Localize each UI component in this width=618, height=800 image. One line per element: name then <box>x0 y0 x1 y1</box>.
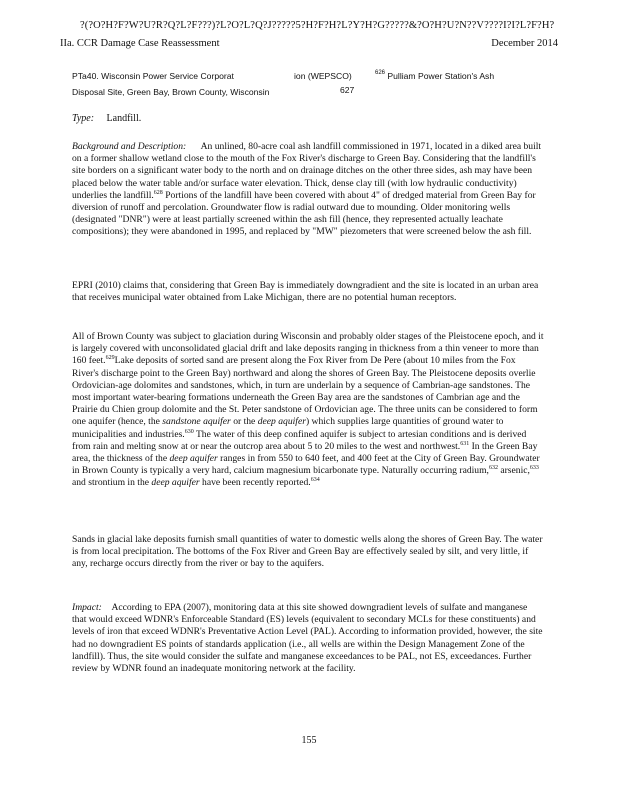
geology-italic: sandstone aquifer <box>162 416 231 428</box>
geology-text: ) which supplies large quantities of ground water to municipalities and industries. <box>72 416 504 440</box>
footnote-ref: 633 <box>529 465 539 472</box>
footnote-ref: 629 <box>105 355 115 362</box>
garbled-header-text: ?(?O?H?F?W?U?R?Q?L?F???)?L?O?L?Q?J?????5?H?F?H?L?Y?H?G?????&?O?H?U?N??V????I?I?L?F?H? <box>80 20 555 31</box>
geology-paragraph <box>72 331 544 490</box>
impact-text: According to EPA (2007), monitoring data at this site showed downgradient levels of sulfate and manganese that would exceed WDNR's Enforceable Standard (ES) levels (equivalent to secondary MCLs for these constituents) and levels of iron that exceed WDNR's Preventative Action Level (PAL). According to information provided, however, the site had no downgradient ES points of standards application (i.e., all wells are within the Design Management Zone of the landfill). Thus, the site would consider the sulfate and manganese exceedances to be PAL, not ES, exceedances. Further review by WDNR found an inadequate monitoring network at the facility. <box>72 602 543 675</box>
sands-paragraph: Sands in glacial lake deposits furnish small quantities of water to domestic wells along the shores of Green Bay. The water is from local precipitation. The bottoms of the Fox River and Green Bay are effectively sealed by silt, and very little, if any, recharge occurs directly from the river or bay to the aquifers. <box>72 534 543 570</box>
background-paragraph <box>72 141 544 239</box>
geology-italic: deep aquifer <box>169 453 218 465</box>
impact-paragraph <box>72 602 544 675</box>
header-date: December 2014 <box>491 38 558 49</box>
footnote-ref: 626 <box>375 70 386 76</box>
geology-text: arsenic, <box>497 465 530 477</box>
case-title-part4: Disposal Site, Green Bay, Brown County, Wisconsin <box>72 87 270 97</box>
case-title-part3 <box>375 70 494 82</box>
footnote-ref: 632 <box>488 465 498 472</box>
geology-text: or the <box>230 416 258 428</box>
case-title-part3-text: Pulliam Power Station's Ash <box>387 71 495 81</box>
case-title-part2: ion (WEPSCO) <box>294 71 352 81</box>
background-text-2: Portions of the landfill have been covered with about 4" of dredged material from Green Bay for diversion of runoff and percolation. Groundwater flow is radial outward due to mounding. Older monitoring wells (designated "DNR") were at least partially screened within the ash fill (hence, they represented actually leachate compositions); they were abandoned in 1995, and replaced by "MW" piezometers that were screened below the ash fill. <box>72 189 536 238</box>
footnote-ref: 630 <box>184 428 194 435</box>
geology-text: In the Green Bay area, the thickness of the <box>72 440 538 465</box>
geology-text: and strontium in the <box>72 477 152 489</box>
geology-text: have been recently reported. <box>199 477 311 489</box>
footnote-ref: 627 <box>340 85 355 95</box>
section-title: IIa. CCR Damage Case Reassessment <box>60 38 220 49</box>
type-value: Landfill. <box>106 113 142 124</box>
geology-text: The water of this deep confined aquifer is subject to artesian conditions and is derived from rain and melting snow at or near the outcrop area about 5 to 20 miles to the west and northwest. <box>72 428 527 452</box>
geology-italic: deep aquifer <box>151 477 200 489</box>
page-number: 155 <box>301 735 317 746</box>
geology-italic: deep aquifer <box>257 416 306 428</box>
footnote-ref: 628 <box>153 189 163 196</box>
case-title-part1: PTa40. Wisconsin Power Service Corporat <box>72 71 234 81</box>
geology-text: ranges in from 550 to 640 feet, and 400 feet at the City of Green Bay. Groundwater in Brown County is typically a very hard, calcium magnesium bicarbonate type. Naturally occurring radium, <box>72 453 540 477</box>
footnote-ref: 634 <box>310 477 320 484</box>
geology-text: Lake deposits of sorted sand are present along the Fox River from De Pere (about 10 miles from the Fox River's discharge point to the Green Bay) northward and along the shores of Green Bay. The Pleistocene deposits overlie Ordovician-age dolomites and sandstones, which, in turn are underlain by a sequence of Cambrian-age sandstones. The most important water-bearing formations underneath the Green Bay area are the sandstones of Cambrian age and the Prairie du Chien group dolomite and the St. Peter sandstone of Ordovician age. The three units can be considered to form one aquifer (hence, the <box>72 355 538 428</box>
footnote-ref: 631 <box>460 440 470 447</box>
background-text: An unlined, 80-acre coal ash landfill commissioned in 1971, located in a diked area built on a former shallow wetland close to the mouth of the Fox River's discharge to Green Bay. Considering that the landfill's site borders on a significant water body to the north and on drainage ditches on the other three sides, ash may have been placed below the water table and/or surface water elevation. Thick, dense clay till (with low hydraulic conductivity) underlies the landfill. <box>72 141 542 201</box>
geology-text: All of Brown County was subject to glaciation during Wisconsin and probably older stages of the Pleistocene epoch, and it is largely covered with unconsolidated glacial drift and lake deposits ranging in thickness from a thin veneer to more than 160 feet. <box>72 331 544 367</box>
background-lead: Background and Description: <box>72 141 187 152</box>
epri-paragraph: EPRI (2010) claims that, considering that Green Bay is immediately downgradient and the site is located in an urban area that receives municipal water obtained from Lake Michigan, there are no potential human receptors. <box>72 280 539 304</box>
type-label: Type: <box>72 113 95 124</box>
type-line <box>72 113 141 124</box>
impact-lead: Impact: <box>72 602 102 613</box>
